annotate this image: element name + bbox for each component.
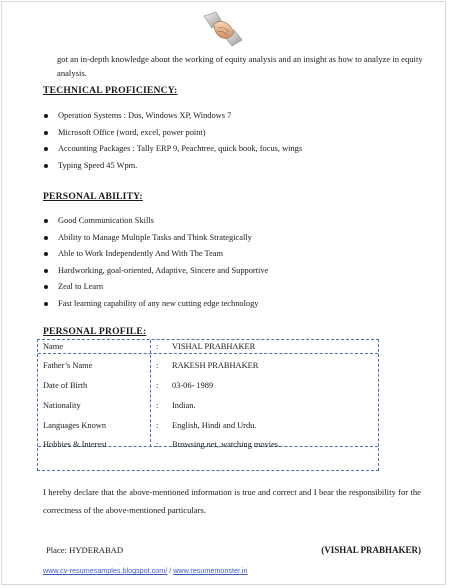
place-line: Place: HYDERABAD xyxy=(46,545,124,555)
declaration-paragraph: I hereby declare that the above-mentioned information is true and correct and I bear the responsibility for the correctness of the above-mentioned particulars. xyxy=(43,487,421,515)
personal-ability-heading: PERSONAL ABILITY: xyxy=(43,191,143,202)
footer-separator: / xyxy=(167,566,174,575)
list-item: Good Communication Skills xyxy=(43,213,268,230)
bullet-dot-icon xyxy=(44,252,48,256)
list-item: Hardworking, goal-oriented, Adaptive, Sincere and Supportive xyxy=(43,263,268,280)
bullet-dot-icon xyxy=(44,302,48,306)
list-item: Microsoft Office (word, excel, power point) xyxy=(43,125,302,142)
bullet-dot-icon xyxy=(44,131,48,135)
table-row: Nationality : Indian. xyxy=(43,401,196,410)
footer-link-cv-resumesamples[interactable]: www.cv-resumesamples.blogspot.com/ xyxy=(43,566,168,575)
list-item: Zeal to Learn xyxy=(43,279,268,296)
bullet-dot-icon xyxy=(44,219,48,223)
bullet-dot-icon xyxy=(44,269,48,273)
technical-proficiency-heading: TECHNICAL PROFICIENCY: xyxy=(43,85,178,96)
personal-profile-table xyxy=(37,339,379,471)
list-item: Accounting Packages : Tally ERP 9, Peachtree, quick book, focus, wings xyxy=(43,141,302,158)
handshake-icon xyxy=(202,10,244,48)
intro-paragraph: got an in-depth knowledge about the working of equity analysis and an insight as how to analyze in equity analysis. xyxy=(57,54,423,78)
bullet-dot-icon xyxy=(44,285,48,289)
table-row: Father’s Name : RAKESH PRABHAKER xyxy=(43,361,259,370)
bullet-dot-icon xyxy=(44,147,48,151)
bullet-dot-icon xyxy=(44,164,48,168)
personal-ability-list xyxy=(43,213,268,313)
technical-proficiency-list xyxy=(43,108,302,174)
footer-links xyxy=(43,566,248,575)
table-row: Hobbies & Interest : Browsing net, watching movies. xyxy=(43,440,281,449)
table-row: Name : VISHAL PRABHAKER xyxy=(43,342,256,351)
list-item: Ability to Manage Multiple Tasks and Think Strategically xyxy=(43,230,268,247)
list-item: Able to Work Independently And With The Team xyxy=(43,246,268,263)
signature-name: (VISHAL PRABHAKER) xyxy=(321,545,421,555)
table-row: Date of Birth : 03-06- 1989 xyxy=(43,381,214,390)
list-item: Typing Speed 45 Wpm. xyxy=(43,158,302,175)
footer-link-resumemonster[interactable]: www.resumemonster.in xyxy=(173,566,248,575)
table-row: Languages Known : English, Hindi and Urdu. xyxy=(43,421,257,430)
list-item: Fast learning capability of any new cutting edge technology xyxy=(43,296,268,313)
personal-profile-heading: PERSONAL PROFILE: xyxy=(43,326,147,337)
bullet-dot-icon xyxy=(44,114,48,118)
bullet-dot-icon xyxy=(44,236,48,240)
list-item: Operation Systems : Dos, Windows XP, Windows 7 xyxy=(43,108,302,125)
